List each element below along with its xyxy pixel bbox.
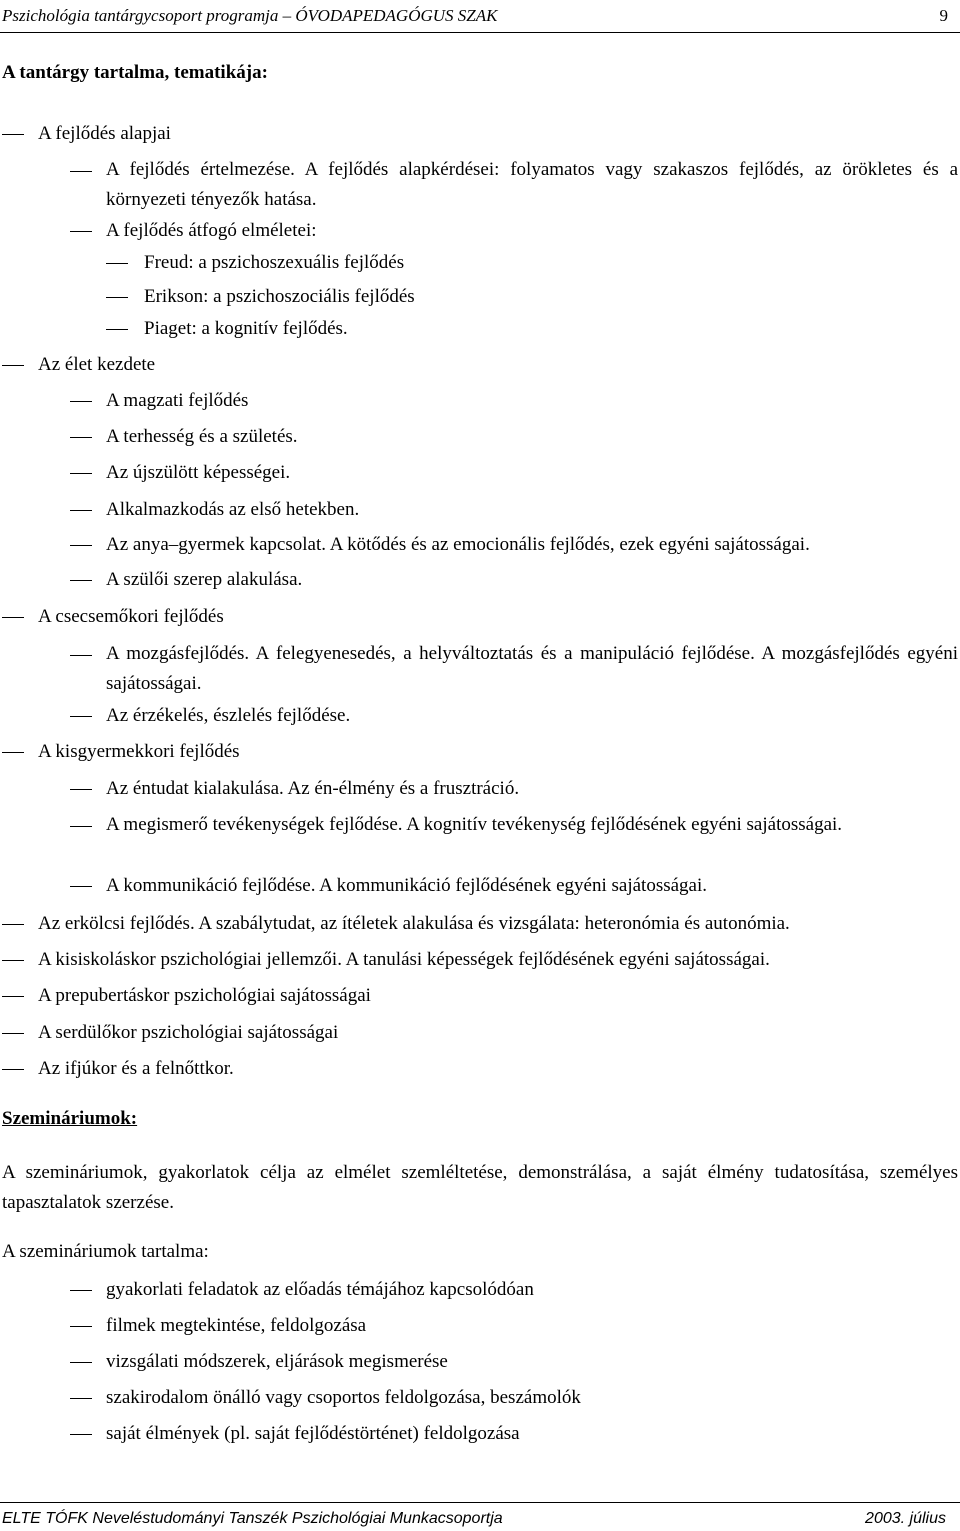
dash-bullet: [70, 231, 92, 232]
list-item: A mozgásfejlődés. A felegyenesedés, a helyváltoztatás és a manipuláció fejlődése. A mozgásfejlődés egyéni sajátosságai.: [106, 643, 958, 694]
list-item: A fejlődés értelmezése. A fejlődés alapkérdései: folyamatos vagy szakaszos fejlődés, az örökletes és a környezeti tényezők hatása.: [106, 159, 958, 210]
dash-bullet: [2, 924, 24, 925]
dash-bullet: [70, 401, 92, 402]
list-item: A serdülőkor pszichológiai sajátosságai: [38, 1022, 339, 1043]
dash-bullet: [70, 510, 92, 511]
list-item: A fejlődés átfogó elméletei:: [106, 220, 317, 241]
list-item: A terhesség és a születés.: [106, 426, 298, 447]
list-item: A szülői szerep alakulása.: [106, 569, 303, 590]
list-item: Az élet kezdete: [38, 354, 156, 375]
dash-bullet: [2, 996, 24, 997]
dash-bullet: [70, 655, 92, 656]
list-item: A fejlődés alapjai: [38, 123, 171, 144]
dash-bullet: [70, 1362, 92, 1363]
list-item: A prepubertáskor pszichológiai sajátosságai: [38, 985, 371, 1006]
dash-bullet: [70, 437, 92, 438]
dash-bullet: [70, 1434, 92, 1435]
dash-bullet: [2, 1033, 24, 1034]
dash-bullet: [70, 171, 92, 172]
list-item: A kisgyermekkori fejlődés: [38, 741, 240, 762]
list-item: Az újszülött képességei.: [106, 462, 291, 483]
list-item: A megismerő tevékenységek fejlődése. A kognitív tevékenység fejlődésének egyéni sajátosságai.: [106, 814, 843, 835]
dash-bullet: [2, 960, 24, 961]
dash-bullet: [70, 473, 92, 474]
dash-bullet: [106, 329, 128, 330]
dash-bullet: [70, 826, 92, 827]
dash-bullet: [2, 752, 24, 753]
dash-bullet: [70, 545, 92, 546]
dash-bullet: [70, 789, 92, 790]
seminar-content-label: A szemináriumok tartalma:: [2, 1241, 209, 1262]
list-item: gyakorlati feladatok az előadás témájához kapcsolódóan: [106, 1279, 534, 1300]
dash-bullet: [106, 297, 128, 298]
dash-bullet: [2, 1069, 24, 1070]
dash-bullet: [70, 1398, 92, 1399]
dash-bullet: [2, 617, 24, 618]
list-item: Erikson: a pszichoszociális fejlődés: [144, 286, 415, 307]
dash-bullet: [2, 365, 24, 366]
dash-bullet: [70, 886, 92, 887]
document-title: Pszichológia tantárgycsoport programja – ÓVODAPEDAGÓGUS SZAK: [2, 6, 498, 25]
list-item: Az ifjúkor és a felnőttkor.: [38, 1058, 234, 1079]
footer-date: 2003. július: [865, 1510, 946, 1527]
section-title-seminars: Szemináriumok:: [2, 1108, 138, 1129]
page-number: 9: [939, 6, 948, 25]
list-item: A kisiskoláskor pszichológiai jellemzői. A tanulási képességek fejlődésének egyéni sajátosságai.: [38, 949, 770, 970]
list-item: vizsgálati módszerek, eljárások megismerése: [106, 1351, 448, 1372]
list-item: Alkalmazkodás az első hetekben.: [106, 499, 360, 520]
list-item: Freud: a pszichoszexuális fejlődés: [144, 252, 405, 273]
list-item: szakirodalom önálló vagy csoportos feldolgozása, beszámolók: [106, 1387, 581, 1408]
seminar-purpose-paragraph: A szemináriumok, gyakorlatok célja az elmélet szemléltetése, demonstrálása, a saját élmény tudatosítása, személyes tapasztalatok szerzése.: [2, 1162, 958, 1213]
footer-divider: [0, 1502, 960, 1503]
header-divider: [0, 32, 960, 33]
dash-bullet: [70, 1290, 92, 1291]
list-item: Az éntudat kialakulása. Az én-élmény és a frusztráció.: [106, 778, 520, 799]
dash-bullet: [70, 580, 92, 581]
dash-bullet: [106, 263, 128, 264]
list-item: Az erkölcsi fejlődés. A szabálytudat, az ítéletek alakulása és vizsgálata: heteronómia és autonómia.: [38, 913, 790, 934]
dash-bullet: [70, 1326, 92, 1327]
dash-bullet: [2, 134, 24, 135]
dash-bullet: [70, 716, 92, 717]
list-item: A magzati fejlődés: [106, 390, 249, 411]
list-item: A csecsemőkori fejlődés: [38, 606, 224, 627]
list-item: Az érzékelés, észlelés fejlődése.: [106, 705, 351, 726]
footer-institution: ELTE TÓFK Neveléstudományi Tanszék Pszichológiai Munkacsoportja: [2, 1510, 503, 1527]
section-title-content: A tantárgy tartalma, tematikája:: [2, 62, 268, 83]
list-item: saját élmények (pl. saját fejlődéstörténet) feldolgozása: [106, 1423, 520, 1444]
list-item: Piaget: a kognitív fejlődés.: [144, 318, 348, 339]
list-item: A kommunikáció fejlődése. A kommunikáció fejlődésének egyéni sajátosságai.: [106, 875, 707, 896]
list-item: Az anya–gyermek kapcsolat. A kötődés és az emocionális fejlődés, ezek egyéni sajátosságai.: [106, 534, 810, 555]
list-item: filmek megtekintése, feldolgozása: [106, 1315, 367, 1336]
